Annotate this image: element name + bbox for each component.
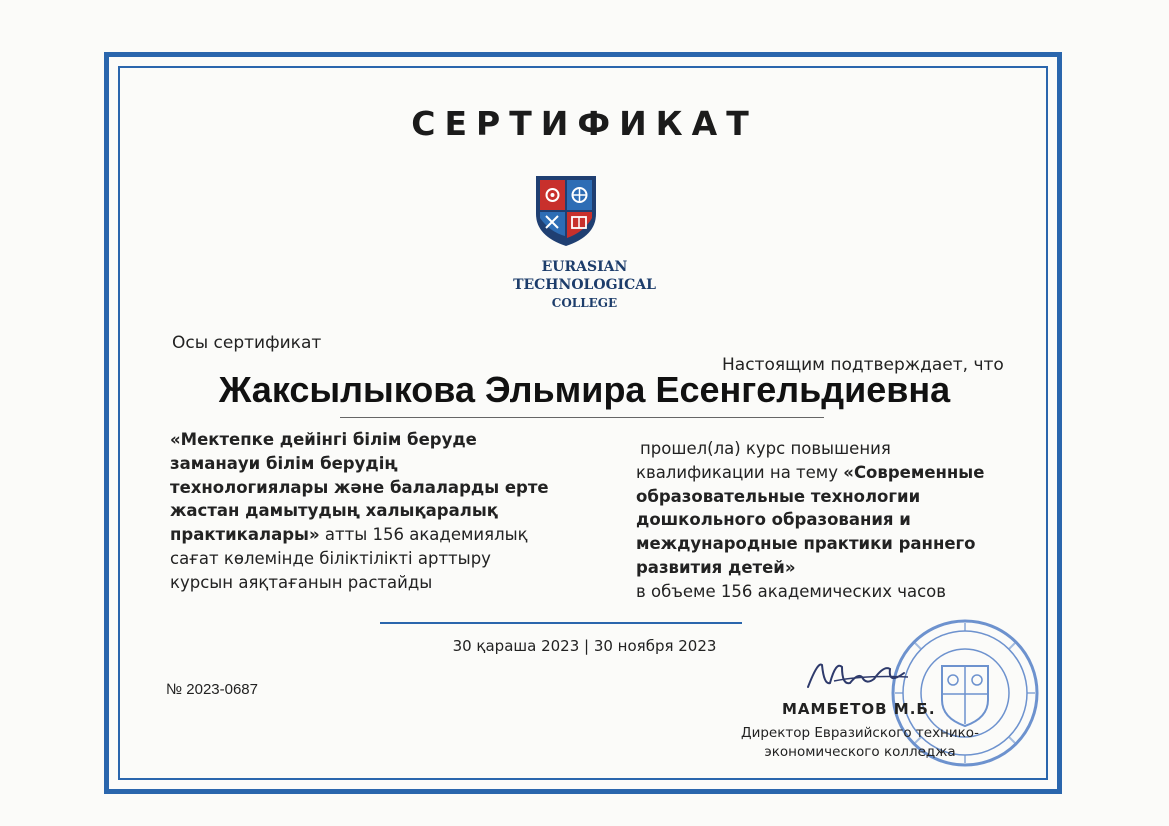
intro-russian: Настоящим подтверждает, что: [722, 355, 1004, 375]
body-russian-suffix: в объеме 156 академических часов: [636, 581, 946, 601]
course-title-kazakh: «Мектепке дейінгі білім беруде заманауи білім берудің технологиялары және балаларды ерте жастан дамытудың халықаралық практикалары»: [170, 430, 549, 545]
signer-name: МАМБЕТОВ М.Б.: [782, 700, 936, 718]
body-russian-prefix: квалификации на тему: [636, 462, 839, 482]
name-underline: [340, 417, 824, 418]
certificate-title: СЕРТИФИКАТ: [411, 104, 758, 143]
director-signature: [804, 655, 914, 695]
recipient-name: Жаксылыкова Эльмира Есенгельдиевна: [218, 369, 951, 410]
college-shield-icon: [534, 174, 598, 248]
college-logo-text: [0, 258, 1169, 312]
intro-kazakh: Осы сертификат: [172, 333, 322, 353]
logo-line-1: EURASIAN: [541, 259, 628, 275]
course-title-russian: «Современные образовательные технологии дошкольного образования и международные практики раннего развития детей»: [636, 462, 985, 577]
body-russian-line1: прошел(ла) курс повышения: [640, 439, 891, 458]
body-kazakh: [170, 428, 550, 595]
date-rule: [380, 622, 742, 624]
logo-line-3: COLLEGE: [551, 296, 618, 310]
certificate-dates: 30 қараша 2023 | 30 ноября 2023: [452, 637, 717, 655]
certificate-number: № 2023-0687: [166, 681, 258, 698]
signer-role: Директор Евразийского технико-экономического колледжа: [741, 725, 979, 760]
body-russian: [636, 437, 996, 604]
body-kazakh-text: атты 156 академиялық сағат көлемінде біліктілікті арттыру курсын аяқтағанын растайды: [170, 525, 528, 592]
logo-line-2: TECHNOLOGICAL: [513, 277, 656, 293]
